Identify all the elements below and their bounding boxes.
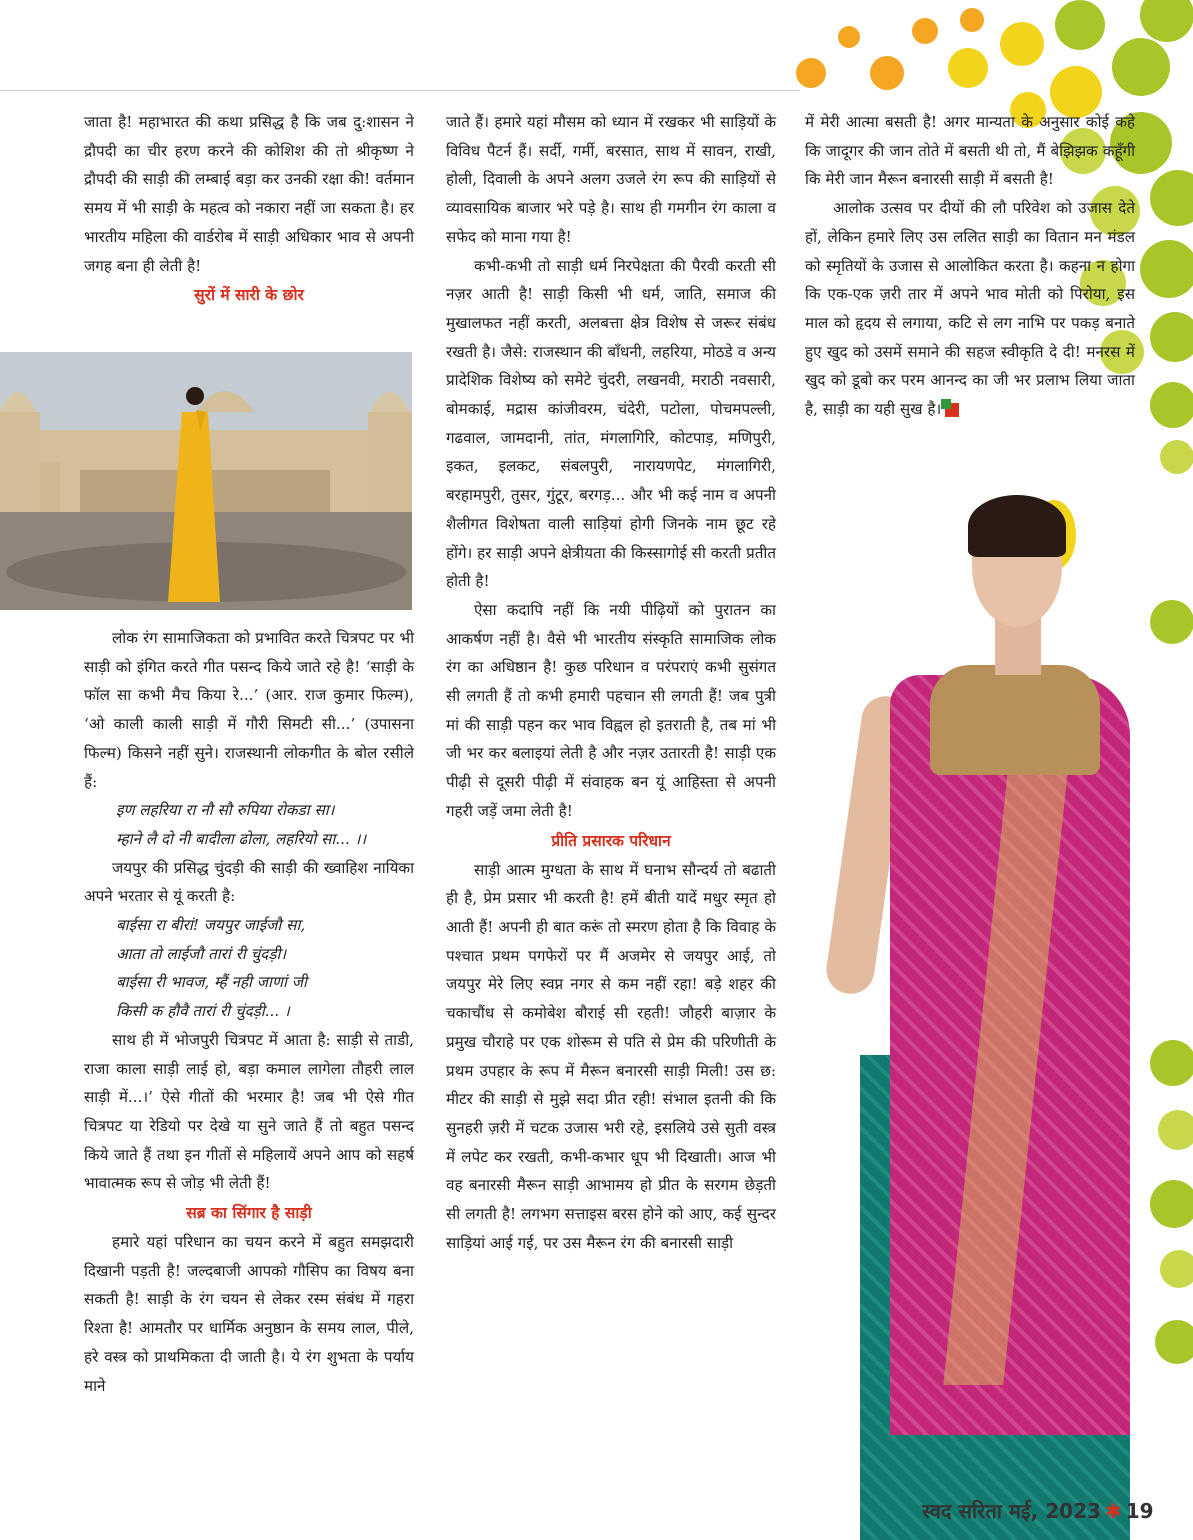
col2-paragraph-2: कभी-कभी तो साड़ी धर्म निरपेक्षता की पैरवी करती सी नज़र आती है! साड़ी किसी भी धर्म, जाति, समाज की मुखालफत नहीं करती, अलबत्ता क्षेत्र विशेष से जरूर संबंध रखती है। जैसे: राजस्थान की बाँधनी, लहरिया, मोठडे व अन्य प्रादेशिक विशेष्य को समेटे चुंदरी, लखनवी, मराठी नवसारी, बोमकाई, मद्रास कांजीवरम, चंदेरी, पटोला, पोचमपल्ली, गढवाल, जामदानी, तांत, मंगलागिरि, कोटपाड़, मणिपुरी, इकत, इलकट, संबलपुरी, नारायणपेट, मंगलागिरी, बरहामपुरी, तुसर, गुंटूर, बरगड़... और भी कई नाम व अपनी शैलीगत विशेषता वाली साड़ियां होगी जिनके नाम छूट रहे होंगे। हर साड़ी अपने क्षेत्रीयता की किस्सागोई सी करती प्रतीत होती है!	[446, 256, 776, 591]
col2-paragraph-3: ऐसा कदापि नहीं कि नयी पीढ़ियों को पुरातन का आकर्षण नहीं है। वैसे भी भारतीय संस्कृति सामाजिक लोक रंग का अधिष्ठान है! कुछ परिधान व परंपराएं कभी सुसंगत सी लगती हैं तो कभी हमारी पहचान सी लगती हैं! जब पुत्री मां की साड़ी पहन कर भाव विह्वल हो इतराती है, तब मां भी जी भर कर बलाइयां लेती है और नज़र उतारती है! साड़ी एक पीढ़ी से दूसरी पीढ़ी में संवाहक बन यूं आहिस्ता से अपनी गहरी जड़ें जमा लेती है!	[446, 600, 776, 820]
column-1-bottom	[84, 624, 414, 1400]
header-rule	[0, 90, 800, 91]
col3-paragraph-1: में मेरी आत्मा बसती है! अगर मान्यता के अनुसार कोई कहे कि जादूगर की जान तोते में बसती थी तो, मैं बेझिझक कहूँगी कि मेरी जान मैरून बनारसी साड़ी में बसती है!	[805, 113, 1135, 189]
poem-line: म्हाने लै दो नी बादीला ढोला, लहरियो सा... ।।	[116, 829, 367, 848]
page-folio	[922, 1497, 1154, 1524]
section-heading-2: सब्र का सिंगार है साड़ी	[186, 1203, 312, 1223]
col1-paragraph-5: हमारे यहां परिधान का चयन करने में बहुत समझदारी दिखानी पड़ती है! जल्दबाजी आपको गौसिप का विषय बना सकती है! साड़ी के रंग चयन से लेकर रस्म संबंध में गहरा रिश्ता है! आमतौर पर धार्मिक अनुष्ठान के समय लाल, पीले, हरे वस्त्र को प्राथमिकता दी जाती है। ये रंग शुभता के पर्याय माने	[84, 1233, 414, 1395]
poem-line: बाईसा री भावज, म्हैं नही जाणां जी	[116, 973, 307, 992]
poem-line: इण लहरिया रा नौ सौ रुपिया रोकडा सा।	[116, 801, 335, 820]
col1-paragraph-2: लोक रंग सामाजिकता को प्रभावित करते चित्रपट पर भी साड़ी को इंगित करते गीत पसन्द किये जाते रहे है! ‘साड़ी के फॉल सा कभी मैच किया रे...’ (आर. राज कुमार फिल्म), ‘ओ काली काली साड़ी में गौरी सिमटी सी...’ (उपासना फिल्म) किसने नहीं सुने। राजस्थानी लोकगीत के बोल रसीले हैं:	[84, 629, 414, 791]
folio-separator-icon: ✱	[1104, 1499, 1122, 1523]
poem-line: किसी क हौवै तारां री चुंदड़ी... ।	[116, 1002, 290, 1021]
poem-line: बाईसा रा बीरां! जयपुर जाईजौ सा,	[116, 916, 306, 935]
col1-paragraph-4: साथ ही में भोजपुरी चित्रपट में आता है: साड़ी से ताडी, राजा काला साड़ी लाई हो, बड़ा कमाल लागेला तौहरी लाल साड़ी में...।’ ऐसे गीतों की भरमार है! जब भी ऐसे गीत चित्रपट या रेडियो पर देखे या सुने जाते हैं तो बहुत पसन्द किये जाते हैं तथा इन गीतों से महिलायें अपने आप को सहर्ष भावात्मक रूप से जोड़ भी लेती हैं!	[84, 1030, 414, 1193]
poem-line: आता तो लाईजौ तारां री चुंदड़ी।	[116, 944, 287, 963]
col3-paragraph-2: आलोक उत्सव पर दीयों की लौ परिवेश को उजास देते हों, लेकिन हमारे लिए उस ललित साड़ी का वितान मन मंडल को स्मृतियों के उजास से आलोकित करता है। कहना न होगा कि एक-एक ज़री तार में अपने भाव मोती को पिरोया, इस माल को हृदय से लगाया, कटि से लग नाभि पर पकड़ बनाते हुए खुद को उसमें समाने की सहज स्वीकृति दे दी! मनरस में खुद को डूबो कर परम आनन्द का जी भर प्रलाभ लिया जाता है, साड़ी का यही सुख है।	[805, 199, 1135, 419]
col2-paragraph-1: जाते हैं। हमारे यहां मौसम को ध्यान में रखकर भी साड़ियों के विविध पैटर्न हैं। सर्दी, गर्मी, बरसात, साथ में सावन, राखी, होली, दिवाली के अपने अलग उजले रंग रूप की साड़ियों से व्यावसायिक बाजार भरे पड़े है। साथ ही गमगीन रंग काला व सफेद को माना गया है!	[446, 113, 776, 246]
section-heading-1: सुरों में सारी के छोर	[194, 285, 304, 305]
saree-model-photo	[830, 495, 1193, 1540]
col1-paragraph-3: जयपुर की प्रसिद्ध चुंदड़ी की साड़ी की ख्वाहिश नायिका अपने भरतार से यूं करती है:	[84, 858, 414, 906]
end-mark-icon	[945, 403, 959, 417]
col2-paragraph-4: साड़ी आत्म मुग्धता के साथ में घनाभ सौन्दर्य तो बढाती ही है, प्रेम प्रसार भी करती है! हमें बीती यादें मधुर स्मृत हो आती हैं! अपनी ही बात करूं तो स्मरण होता है कि विवाह के पश्चात प्रथम पगफेरों पर मैं अजमेर से जयपुर आई, तो जयपुर मेरे लिए स्वप्न नगर से कम नहीं रहा! बड़े शहर की चकाचौंध से कमोबेश बौराई सी रहती! जौहरी बाज़ार के प्रमुख चौराहे पर एक शोरूम से पति से प्रेम की परिणीती के प्रथम उपहार के रूप में मैरून बनारसी साड़ी मिली! उस छ: मीटर की साड़ी से मुझे सदा प्रीत रही! संभाल इतनी की कि सुनहरी ज़री में चटक उजास भरी रहे, इसलिये उसे सुती वस्त्र में लपेट कर रखती, कभी-कभार धूप भी दिखाती। आज भी वह बनारसी मैरून साड़ी आभामय हो प्रीत के सरगम छेड़ती सी लगती है! लगभग सत्ताइस बरस होने को आए, कई सुन्दर साड़ियां आई गई, पर उस मैरून रंग की बनारसी साड़ी	[446, 860, 776, 1252]
section-heading-3: प्रीति प्रसारक परिधान	[551, 830, 671, 850]
column-3	[805, 108, 1135, 424]
column-2	[446, 108, 776, 1257]
col1-paragraph-1: जाता है! महाभारत की कथा प्रसिद्ध है कि जब दु:शासन ने द्रौपदी का चीर हरण करने की कोशिश की तो श्रीकृष्ण ने द्रौपदी की साड़ी की लम्बाई बड़ा कर उनकी रक्षा की! वर्तमान समय में भी साड़ी के महत्व को नकारा नहीं जा सकता है। हर भारतीय महिला की वार्डरोब में साड़ी अधिकार भाव से अपनी जगह बना ही लेती है!	[84, 113, 414, 275]
page-number: 19	[1125, 1499, 1154, 1523]
column-1-top	[84, 108, 414, 310]
folio-text: स्वद सरिता मई, 2023	[922, 1499, 1101, 1523]
palace-saree-photo	[0, 352, 412, 610]
